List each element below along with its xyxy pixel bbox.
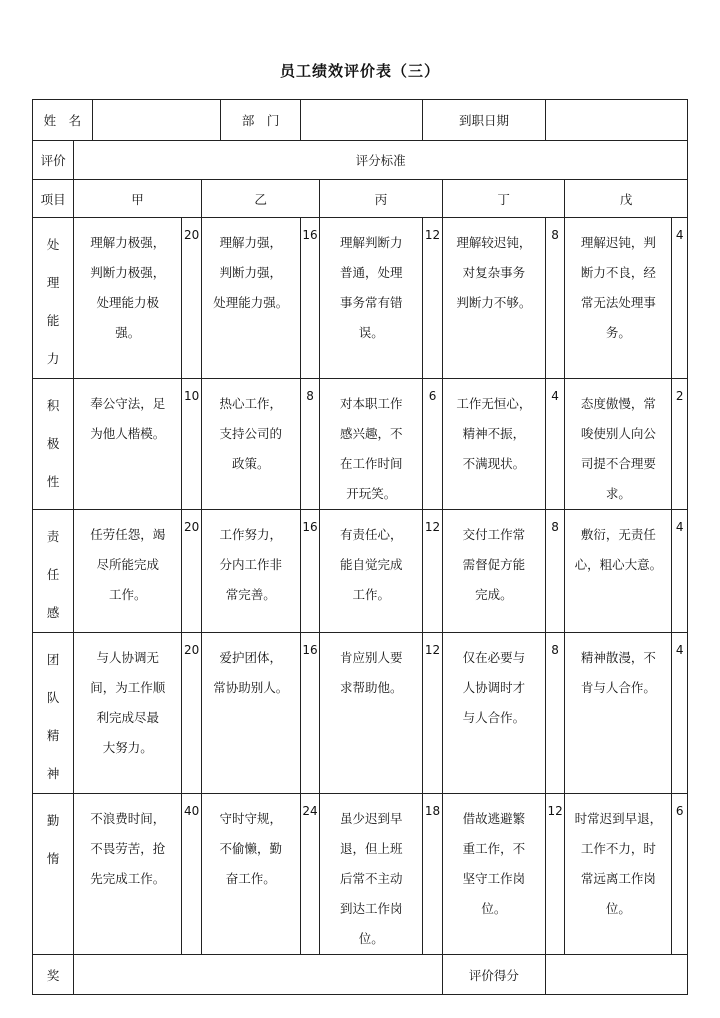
description-line: 交付工作常	[462, 527, 526, 542]
criteria-description	[442, 218, 545, 379]
description-line: 工作。	[108, 587, 147, 602]
description-line: 大努力。	[102, 740, 153, 755]
description-line: 时常迟到早退，	[574, 811, 663, 826]
description-line: 工作。	[352, 587, 391, 602]
award-label: 奖	[33, 955, 74, 995]
criteria-score: 20	[182, 218, 202, 379]
description-line: 对本职工作	[340, 396, 403, 411]
description-line: 敷衍，无责任	[580, 527, 656, 542]
description-line: 政策。	[232, 456, 270, 471]
description-line: 工作努力，	[219, 527, 283, 542]
description-line: 处理能力强。	[213, 295, 289, 310]
criteria-description	[320, 794, 423, 955]
dept-field[interactable]	[300, 100, 423, 141]
description-line: 求。	[605, 486, 631, 501]
criteria-row	[33, 633, 688, 794]
description-line: 断力不良，经	[580, 265, 656, 280]
criteria-row	[33, 379, 688, 510]
item-label-1: 评价	[33, 141, 74, 180]
description-line: 守时守规，	[219, 811, 283, 826]
standard-label: 评分标准	[74, 141, 688, 180]
description-line: 感兴趣，不	[340, 426, 403, 441]
criteria-item	[33, 379, 74, 510]
description-line: 常无法处理事	[580, 295, 656, 310]
description-line: 理解判断力	[340, 235, 403, 250]
header-row-1	[33, 141, 688, 180]
criteria-item	[33, 218, 74, 379]
criteria-score: 8	[545, 218, 565, 379]
criteria-score: 8	[545, 510, 565, 633]
criteria-item	[33, 510, 74, 633]
description-line: 借故逃避繁	[462, 811, 526, 826]
evaluation-table	[32, 99, 688, 995]
description-line: 强。	[115, 325, 141, 340]
description-line: 位。	[605, 901, 631, 916]
description-line: 到达工作岗	[340, 901, 403, 916]
page-title: 员工绩效评价表（三）	[279, 62, 440, 80]
criteria-description	[442, 379, 545, 510]
description-line: 普通，处理	[340, 265, 403, 280]
description-line: 求帮助他。	[340, 680, 403, 695]
grade-jia: 甲	[74, 180, 202, 218]
description-line: 常远离工作岗	[580, 871, 656, 886]
dept-label: 部 门	[221, 100, 300, 141]
description-line: 坚守工作岗	[462, 871, 526, 886]
item-char: 感	[46, 605, 60, 620]
description-line: 肯与人合作。	[580, 680, 656, 695]
description-line: 爱护团体，	[219, 650, 283, 665]
grade-yi: 乙	[201, 180, 319, 218]
criteria-score: 40	[182, 794, 202, 955]
item-char: 处	[46, 237, 60, 252]
criteria-score: 20	[182, 633, 202, 794]
description-line: 常完善。	[225, 587, 276, 602]
description-line: 心，粗心大意。	[574, 557, 663, 572]
description-line: 理解力强，	[219, 235, 283, 250]
description-line: 尽所能完成	[96, 557, 159, 572]
description-line: 位。	[481, 901, 507, 916]
description-line: 理解力极强，	[90, 235, 166, 250]
description-line: 有责任心，	[340, 527, 403, 542]
description-line: 理解较迟钝，	[456, 235, 532, 250]
footer-row	[33, 955, 688, 995]
item-char: 能	[46, 313, 60, 328]
score-label: 评价得分	[442, 955, 545, 995]
criteria-score: 4	[545, 379, 565, 510]
criteria-description	[442, 510, 545, 633]
description-line: 支持公司的	[219, 426, 283, 441]
criteria-score: 18	[423, 794, 443, 955]
description-line: 间，为工作顺	[90, 680, 166, 695]
hire-date-label: 到职日期	[423, 100, 546, 141]
description-line: 人协调时才	[462, 680, 526, 695]
criteria-score: 8	[545, 633, 565, 794]
description-line: 司提不合理要	[580, 456, 656, 471]
description-line: 误。	[358, 325, 384, 340]
description-line: 对复杂事务	[462, 265, 526, 280]
criteria-description	[442, 633, 545, 794]
criteria-description	[442, 794, 545, 955]
criteria-description	[565, 379, 672, 510]
criteria-description	[74, 633, 182, 794]
description-line: 位。	[358, 931, 384, 946]
item-char: 力	[46, 351, 60, 366]
criteria-description	[201, 218, 300, 379]
description-line: 判断力极强，	[90, 265, 166, 280]
item-char: 任	[46, 567, 60, 582]
criteria-description	[565, 794, 672, 955]
item-char: 惰	[46, 851, 60, 866]
criteria-body	[33, 218, 688, 955]
criteria-description	[320, 510, 423, 633]
item-char: 性	[46, 474, 60, 489]
criteria-score: 2	[672, 379, 688, 510]
description-line: 任劳任怨，竭	[90, 527, 166, 542]
criteria-score: 10	[182, 379, 202, 510]
criteria-score: 12	[423, 510, 443, 633]
score-field[interactable]	[545, 955, 687, 995]
description-line: 唆使别人向公	[580, 426, 656, 441]
description-line: 重工作，不	[462, 841, 526, 856]
criteria-score: 4	[672, 510, 688, 633]
criteria-row	[33, 510, 688, 633]
criteria-description	[201, 379, 300, 510]
description-line: 不浪费时间，	[90, 811, 166, 826]
grade-wu: 戊	[565, 180, 688, 218]
description-line: 务。	[605, 325, 631, 340]
item-char: 团	[46, 652, 60, 667]
description-line: 不偷懒，勤	[219, 841, 283, 856]
criteria-description	[74, 218, 182, 379]
description-line: 先完成工作。	[90, 871, 166, 886]
description-line: 事务常有错	[340, 295, 403, 310]
grade-ding: 丁	[442, 180, 565, 218]
description-line: 奋工作。	[225, 871, 276, 886]
description-line: 与人合作。	[462, 710, 526, 725]
description-line: 常协助别人。	[213, 680, 289, 695]
item-char: 理	[46, 275, 60, 290]
description-line: 奉公守法，足	[90, 396, 166, 411]
hire-date-field[interactable]	[545, 100, 687, 141]
description-line: 不畏劳苦，抢	[90, 841, 166, 856]
name-label: 姓 名	[33, 100, 93, 141]
criteria-description	[74, 510, 182, 633]
name-field[interactable]	[92, 100, 221, 141]
criteria-description	[565, 218, 672, 379]
criteria-score: 6	[423, 379, 443, 510]
description-line: 后常不主动	[340, 871, 403, 886]
item-char: 队	[46, 690, 60, 705]
description-line: 仅在必要与	[462, 650, 526, 665]
criteria-score: 4	[672, 633, 688, 794]
criteria-row	[33, 218, 688, 379]
description-line: 完成。	[475, 587, 513, 602]
criteria-description	[201, 794, 300, 955]
criteria-description	[74, 379, 182, 510]
item-char: 精	[46, 728, 60, 743]
criteria-score: 20	[182, 510, 202, 633]
criteria-description	[201, 633, 300, 794]
description-line: 需督促方能	[462, 557, 526, 572]
criteria-row	[33, 794, 688, 955]
item-char: 神	[46, 766, 60, 781]
description-line: 在工作时间	[340, 456, 403, 471]
description-line: 开玩笑。	[346, 486, 397, 501]
description-line: 为他人楷模。	[90, 426, 166, 441]
item-char: 勤	[46, 813, 60, 828]
info-row	[33, 100, 688, 141]
criteria-description	[320, 633, 423, 794]
description-line: 态度傲慢，常	[580, 396, 656, 411]
criteria-score: 24	[300, 794, 320, 955]
description-line: 处理能力极	[96, 295, 159, 310]
criteria-item	[33, 633, 74, 794]
description-line: 精神散漫，不	[580, 650, 656, 665]
description-line: 工作不力，时	[580, 841, 656, 856]
award-field[interactable]	[74, 955, 443, 995]
criteria-score: 6	[672, 794, 688, 955]
criteria-score: 12	[423, 633, 443, 794]
description-line: 能自觉完成	[340, 557, 403, 572]
description-line: 分内工作非	[219, 557, 283, 572]
criteria-description	[565, 633, 672, 794]
description-line: 肯应别人要	[340, 650, 403, 665]
description-line: 理解迟钝，判	[580, 235, 656, 250]
criteria-score: 16	[300, 218, 320, 379]
criteria-description	[201, 510, 300, 633]
grade-bing: 丙	[320, 180, 443, 218]
item-label-2: 项目	[33, 180, 74, 218]
criteria-score: 16	[300, 633, 320, 794]
item-char: 极	[46, 436, 60, 451]
header-row-2	[33, 180, 688, 218]
criteria-description	[320, 379, 423, 510]
description-line: 精神不振，	[462, 426, 526, 441]
description-line: 利完成尽最	[96, 710, 159, 725]
criteria-description	[74, 794, 182, 955]
description-line: 判断力强，	[219, 265, 283, 280]
description-line: 工作无恒心，	[456, 396, 532, 411]
criteria-description	[565, 510, 672, 633]
criteria-score: 12	[545, 794, 565, 955]
criteria-score: 16	[300, 510, 320, 633]
criteria-score: 12	[423, 218, 443, 379]
criteria-description	[320, 218, 423, 379]
item-char: 责	[46, 529, 60, 544]
description-line: 与人协调无	[96, 650, 159, 665]
description-line: 不满现状。	[462, 456, 526, 471]
criteria-score: 4	[672, 218, 688, 379]
criteria-item	[33, 794, 74, 955]
item-char: 积	[46, 398, 60, 413]
description-line: 热心工作，	[219, 396, 283, 411]
criteria-score: 8	[300, 379, 320, 510]
description-line: 退，但上班	[340, 841, 403, 856]
description-line: 判断力不够。	[456, 295, 532, 310]
description-line: 虽少迟到早	[340, 811, 403, 826]
